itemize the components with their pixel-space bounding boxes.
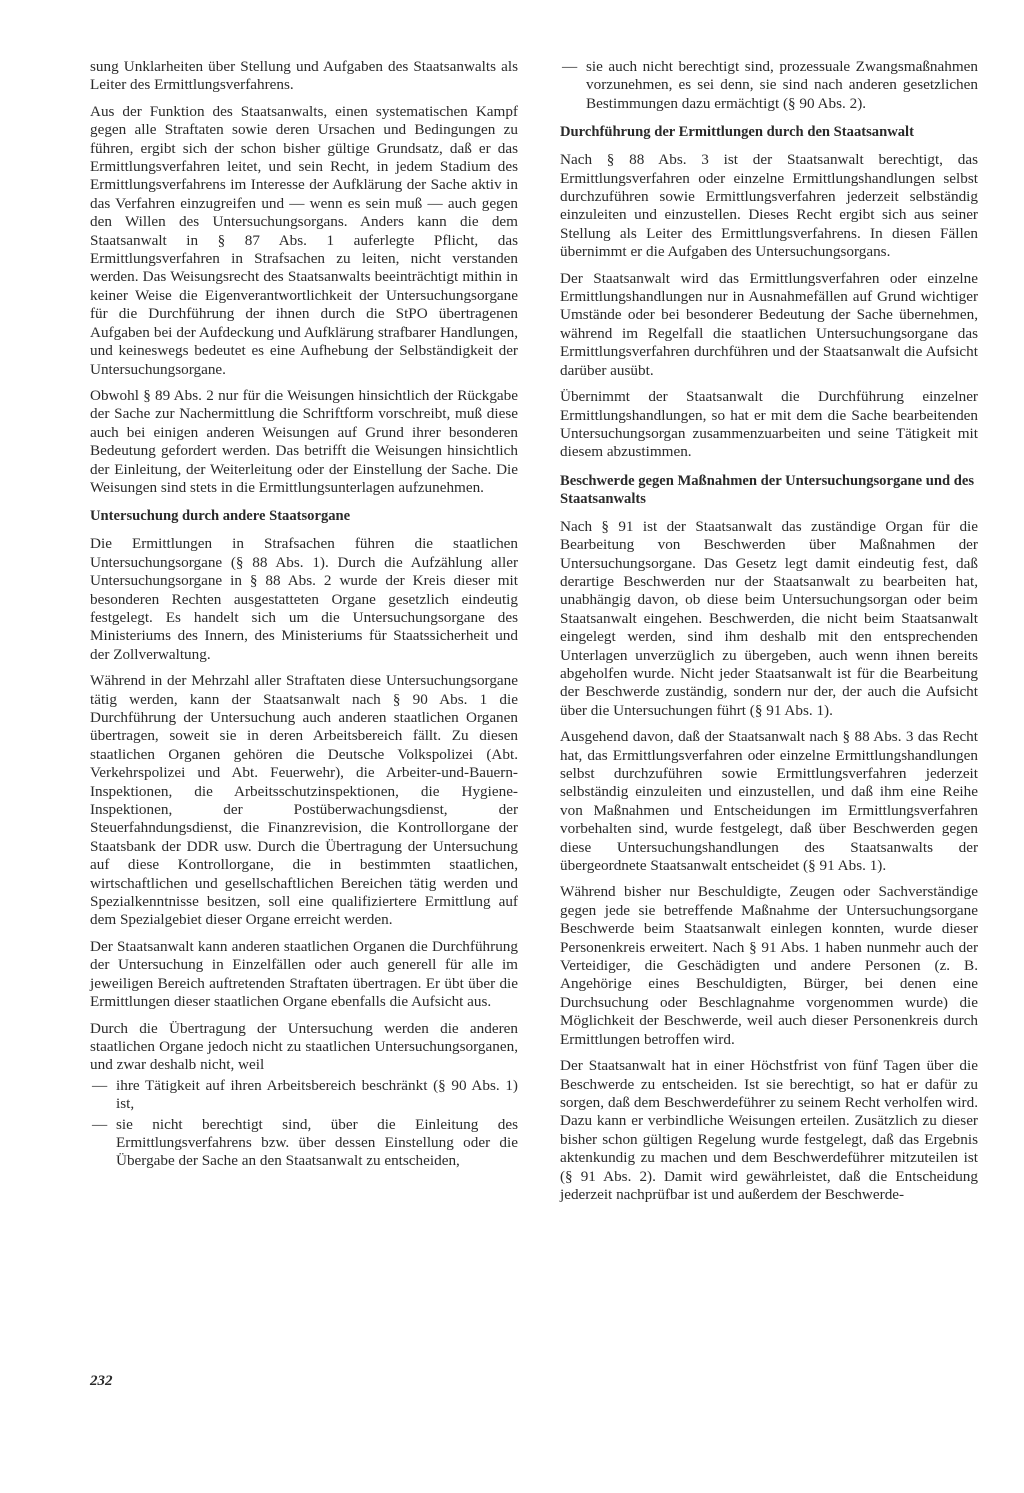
paragraph: Die Ermittlungen in Strafsachen führen die staatlichen Untersuchungsorgane (§ 88 Abs. 1). Durch die Aufzählung aller Untersuchungsorgane in § 88 Abs. 2 wurde der Kreis dieser mit besonderen Rechten ausgestatteten Organe gesetzlich eindeutig festgelegt. Es handelt sich um die Untersuchungsorgane des Ministeriums des Innern, des Ministeriums für Staatssicherheit und der Zollverwaltung. <box>90 535 518 663</box>
paragraph: Der Staatsanwalt wird das Ermittlungsverfahren oder einzelne Ermittlungshandlungen nur in Ausnahmefällen auf Grund wichtiger Umstände oder bei besonderer Bedeutung der Sache übernehmen, während im Regelfall die staatlichen Untersuchungsorgane das Ermittlungsverfahren durchführen und der Staatsanwalt die Aufsicht darüber ausübt. <box>560 269 978 379</box>
dash-list <box>560 58 978 113</box>
section-heading: Untersuchung durch andere Staatsorgane <box>90 508 351 525</box>
list-item-text: sie auch nicht berechtigt sind, prozessuale Zwangsmaßnahmen vorzunehmen, es sei denn, sie sind nach anderen gesetzlichen Bestimmungen dazu ermächtigt (§ 90 Abs. 2). <box>586 58 978 112</box>
list-item-text: ihre Tätigkeit auf ihren Arbeitsbereich beschränkt (§ 90 Abs. 1) ist, <box>116 1076 518 1113</box>
paragraph: Aus der Funktion des Staatsanwalts, einen systematischen Kampf gegen alle Straftaten sowie deren Ursachen und Bedingungen zu führen, ergibt sich der schon bisher gültige Grundsatz, daß er das Ermittlungsverfahren leitet, und sein Recht, in jedem Stadium des Ermittlungsverfahrens im Interesse der Aufklärung der Sache aktiv in das Verfahren einzugreifen und — wenn es sein muß — auch gegen den Willen des Untersuchungsorgans. Anders kann die dem Staatsanwalt in § 87 Abs. 1 auferlegte Pflicht, das Ermittlungsverfahren in Strafsachen zu leiten, nicht verstanden werden. Das Weisungsrecht des Staatsanwalts beeinträchtigt mithin in keiner Weise die Eigenverantwortlichkeit der Untersuchungsorgane für die Durchführung der ihnen durch die StPO übertragenen Aufgaben bei der Aufdeckung und Aufklärung strafbarer Handlungen, und keineswegs bedeutet es eine Aufhebung der Selbständigkeit der Untersuchungsorgane. <box>90 102 518 378</box>
list-item <box>560 58 978 113</box>
paragraph: Während bisher nur Beschuldigte, Zeugen oder Sachverständige gegen jede sie betreffende Maßnahme der Untersuchungsorgane Beschwerde beim Staatsanwalt einlegen konnten, wurde dieser Personenkreis erweitert. Nach § 91 Abs. 1 haben nunmehr auch der Verteidiger, die Geschädigten und andere Personen (z. B. Angehörige eines Beschuldigten, Bürger, bei denen eine Durchsuchung oder Beschlagnahme vorgenommen wurde) die Möglichkeit der Beschwerde, weil auch dieser Personenkreis durch Ermittlungen betroffen wird. <box>560 883 978 1048</box>
paragraph: Der Staatsanwalt kann anderen staatlichen Organen die Durchführung der Untersuchung in Einzelfällen oder auch generell für alle im jeweiligen Bereich auftretenden Straftaten übertragen. Er übt über die Ermittlungen dieser staatlichen Organe ebenfalls die Aufsicht aus. <box>90 937 518 1011</box>
section-heading: Beschwerde gegen Maßnahmen der Untersuchungsorgane und des Staatsanwalts <box>560 472 975 507</box>
dash-marker: — <box>92 1115 108 1133</box>
dash-marker: — <box>92 1076 108 1094</box>
left-column <box>90 58 518 1177</box>
paragraph: Obwohl § 89 Abs. 2 nur für die Weisungen hinsichtlich der Rückgabe der Sache zur Nachermittlung die Schriftform vorschreibt, muß diese auch bei einigen anderen Weisungen auf Grund ihrer besonderen Bedeutung gefordert werden. Das betrifft die Weisungen hinsichtlich der Einleitung, der Weiterleitung oder der Einstellung der Sache. Die Weisungen sind stets in die Ermittlungsunterlagen aufzunehmen. <box>90 386 518 496</box>
paragraph: Übernimmt der Staatsanwalt die Durchführung einzelner Ermittlungshandlungen, so hat er mit dem die Sache bearbeitenden Untersuchungsorgan zusammenzuarbeiten und seine Tätigkeit mit diesem abzustimmen. <box>560 388 978 461</box>
page-number: 232 <box>90 1373 113 1389</box>
list-item <box>90 1077 518 1114</box>
dash-list <box>90 1077 518 1171</box>
dash-marker: — <box>562 58 578 75</box>
paragraph: Nach § 88 Abs. 3 ist der Staatsanwalt berechtigt, das Ermittlungsverfahren oder einzelne Ermittlungshandlungen selbst durchzuführen sowie Ermittlungsverfahren jederzeit selbständig einzuleiten und einzustellen. Dieses Recht ergibt sich aus seiner Stellung als Leiter des Ermittlungsverfahrens. In diesen Fällen übernimmt er die Aufgaben des Untersuchungsorgans. <box>560 151 978 261</box>
section-heading: Durchführung der Ermittlungen durch den Staatsanwalt <box>560 124 914 141</box>
list-item-text: sie nicht berechtigt sind, über die Einleitung des Ermittlungsverfahrens bzw. über dessen Einstellung oder die Übergabe der Sache an den Staatsanwalt zu entscheiden, <box>116 1115 518 1170</box>
paragraph: Ausgehend davon, daß der Staatsanwalt nach § 88 Abs. 3 das Recht hat, das Ermittlungsverfahren oder einzelne Ermittlungshandlungen selbst durchzuführen sowie Ermittlungsverfahren jederzeit selbständig einzuleiten und einzustellen, und daß ihm eine Reihe von Maßnahmen und Entscheidungen im Ermittlungsverfahren vorbehalten sind, wurde festgelegt, daß über Beschwerden gegen diese Untersuchungshandlungen des Staatsanwalts der übergeordnete Staatsanwalt entscheidet (§ 91 Abs. 1). <box>560 728 978 875</box>
paragraph: Während in der Mehrzahl aller Straftaten diese Untersuchungsorgane tätig werden, kann der Staatsanwalt nach § 90 Abs. 1 die Durchführung der Untersuchung auch anderen staatlichen Organen übertragen, soweit sie in deren Arbeitsbereich fällt. Zu diesen staatlichen Organen gehören die Deutsche Volkspolizei (Abt. Verkehrspolizei und Abt. Feuerwehr), die Arbeiter-und-Bauern-Inspektionen, die Arbeitsschutzinspektionen, die Hygiene-Inspektionen, der Postüberwachungsdienst, der Steuerfahndungsdienst, die Finanzrevision, die Kontrollorgane der Staatsbank der DDR usw. Durch die Übertragung der Untersuchung auf diese Kontrollorgane, die in bestimmten staatlichen, wirtschaftlichen und gesellschaftlichen Bereichen tätig werden und Spezialkenntnisse besitzen, soll eine qualifiziertere Ermittlung auf dem Spezialgebiet dieser Organe erreicht werden. <box>90 672 518 929</box>
paragraph: sung Unklarheiten über Stellung und Aufgaben des Staatsanwalts als Leiter des Ermittlungsverfahrens. <box>90 58 518 94</box>
right-column <box>560 58 978 1212</box>
list-item <box>90 1116 518 1171</box>
paragraph: Nach § 91 ist der Staatsanwalt das zuständige Organ für die Bearbeitung von Beschwerden über Maßnahmen der Untersuchungsorgane. Das Gesetz legt damit eindeutig fest, daß derartige Beschwerden nur der Staatsanwalt zu bearbeiten hat, unabhängig davon, ob diese beim Untersuchungsorgan oder beim Staatsanwalt eingehen. Beschwerden, die nicht beim Staatsanwalt eingelegt werden, sind ihm deshalb mit den entsprechenden Unterlagen unverzüglich zu übergeben, auch wenn ihnen bereits abgeholfen wurde. Nicht jeder Staatsanwalt ist für die Bearbeitung der Beschwerde zuständig, sondern nur der, der auch die Aufsicht über die Untersuchungen führt (§ 91 Abs. 1). <box>560 517 978 719</box>
paragraph: Der Staatsanwalt hat in einer Höchstfrist von fünf Tagen über die Beschwerde zu entscheiden. Ist sie berechtigt, so hat er dafür zu sorgen, daß dem Beschwerdeführer zu seinem Recht verholfen wird. Dazu kann er verbindliche Weisungen erteilen. Zusätzlich zu dieser bisher schon gültigen Regelung wurde festgelegt, daß das Ergebnis aktenkundig zu machen und dem Beschwerdeführer mitzuteilen ist (§ 91 Abs. 2). Damit wird gewährleistet, daß die Entscheidung jederzeit nachprüfbar ist und außerdem der Beschwerde- <box>560 1057 978 1203</box>
paragraph: Durch die Übertragung der Untersuchung werden die anderen staatlichen Organe jedoch nicht zu staatlichen Untersuchungsorganen, und zwar deshalb nicht, weil <box>90 1019 518 1074</box>
